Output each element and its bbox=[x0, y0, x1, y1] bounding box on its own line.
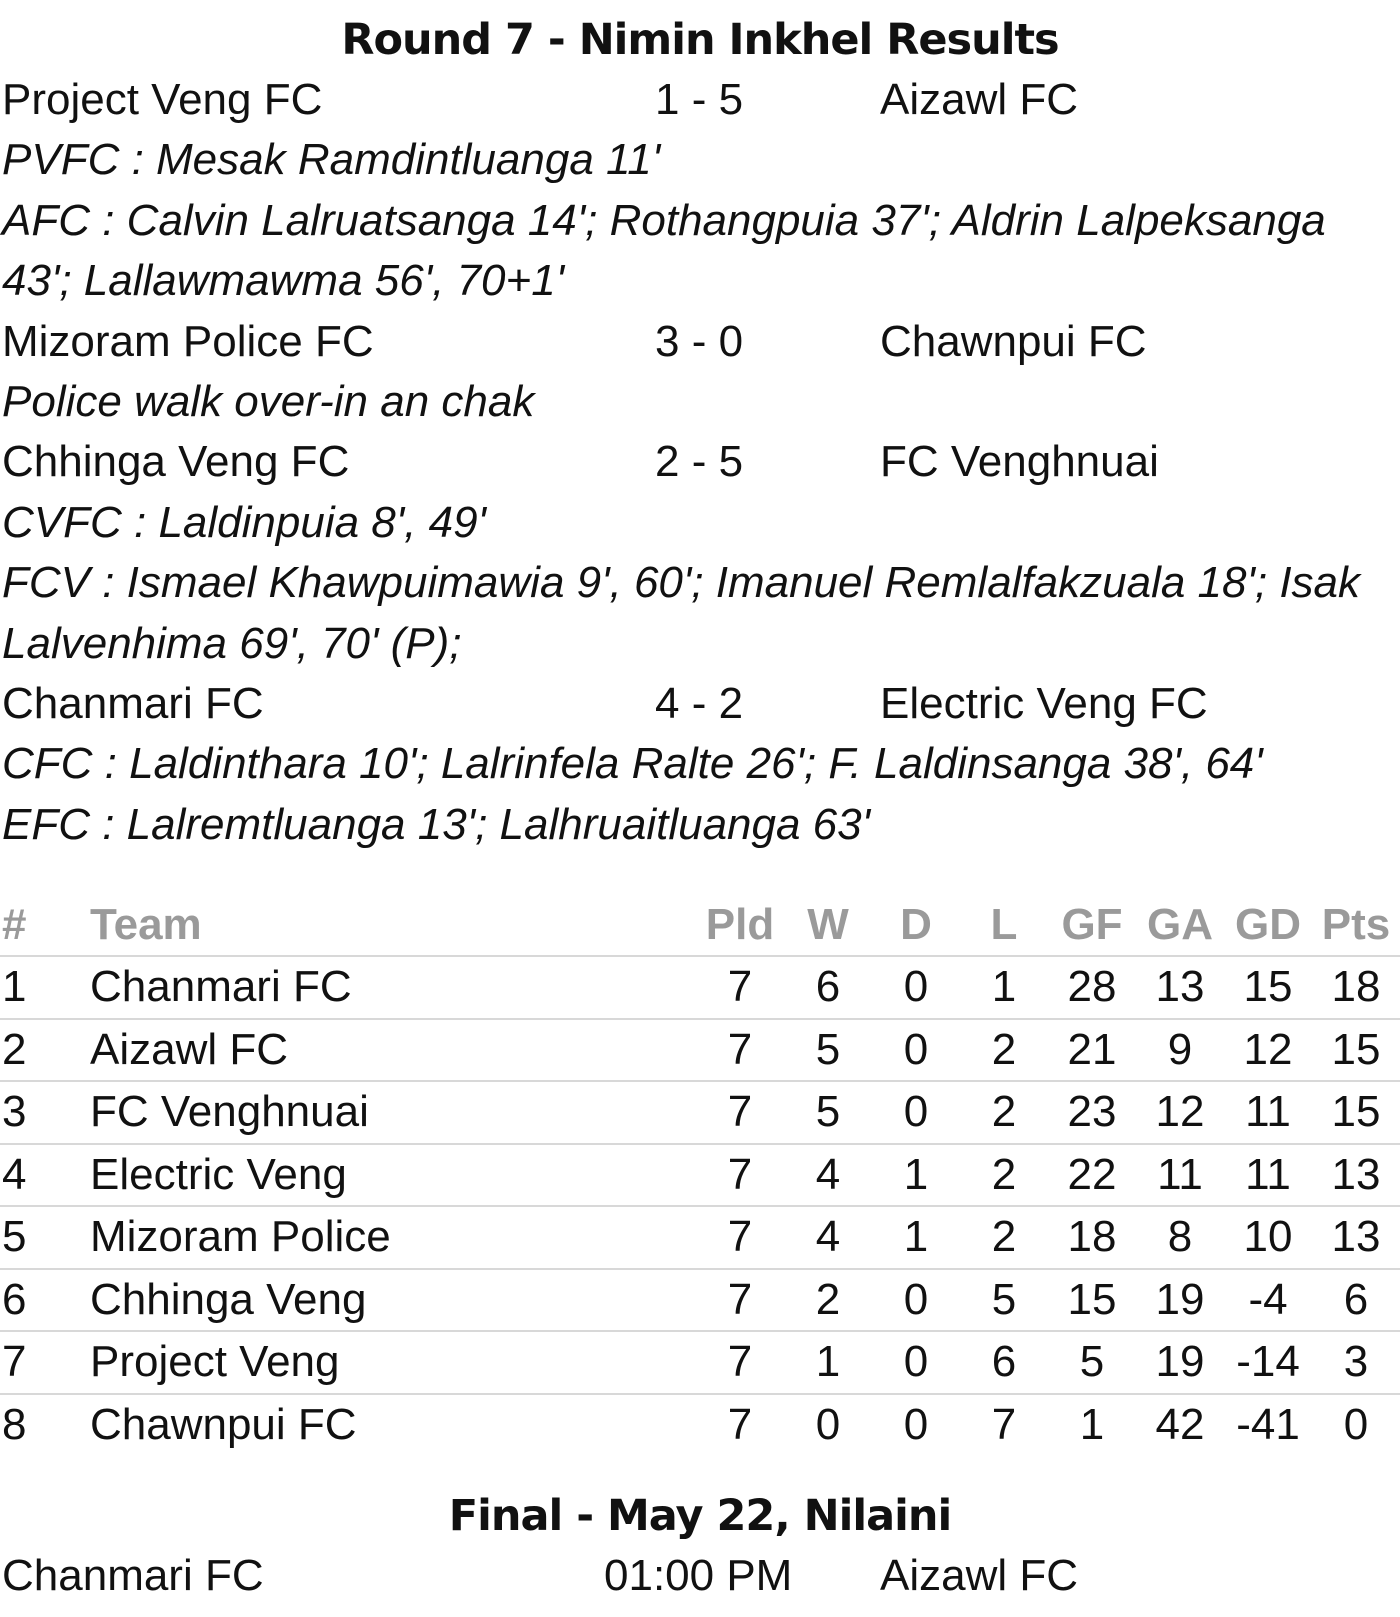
cell-rank: 5 bbox=[0, 1206, 90, 1269]
scorers-note: FCV : Ismael Khawpuimawia 9', 60'; Imanuel Remlalfakzuala 18'; Isak Lalvenhima 69', 70' (P); bbox=[2, 558, 1361, 668]
col-header-played: Pld bbox=[696, 895, 784, 956]
home-team: Chanmari FC bbox=[2, 1551, 264, 1600]
col-header-rank: # bbox=[0, 895, 90, 956]
cell-points: 15 bbox=[1312, 1019, 1400, 1082]
home-team: Chhinga Veng FC bbox=[2, 437, 350, 487]
cell-rank: 2 bbox=[0, 1019, 90, 1082]
away-team: FC Venghnuai bbox=[880, 437, 1159, 487]
table-row bbox=[0, 1394, 1400, 1456]
cell-won: 0 bbox=[815, 1399, 841, 1449]
cell-drawn: 1 bbox=[872, 1144, 960, 1207]
cell-played: 7 bbox=[696, 1269, 784, 1332]
cell-lost: 2 bbox=[960, 1081, 1048, 1144]
cell-won: 1 bbox=[784, 1331, 872, 1394]
cell-played: 7 bbox=[696, 1331, 784, 1394]
cell-goals-for: 18 bbox=[1048, 1206, 1136, 1269]
cell-goals-against: 13 bbox=[1136, 956, 1224, 1019]
cell-goal-difference: -14 bbox=[1224, 1331, 1312, 1394]
cell-played: 7 bbox=[696, 1206, 784, 1269]
away-team: Aizawl FC bbox=[880, 75, 1079, 124]
home-team: Chanmari FC bbox=[2, 679, 264, 729]
cell-points: 6 bbox=[1312, 1269, 1400, 1332]
cell-points: 15 bbox=[1312, 1081, 1400, 1144]
scorers-note: EFC : Lalremtluanga 13'; Lalhruaitluanga 63' bbox=[2, 799, 871, 849]
cell-drawn: 0 bbox=[872, 1081, 960, 1144]
away-team: Aizawl FC bbox=[880, 1551, 1079, 1600]
cell-lost: 7 bbox=[991, 1399, 1017, 1449]
cell-team-name: Electric Veng bbox=[90, 1144, 696, 1207]
cell-drawn: 0 bbox=[872, 956, 960, 1019]
col-header-lost: L bbox=[960, 895, 1048, 956]
cell-team-name: Chawnpui FC bbox=[90, 1399, 357, 1449]
cell-goals-for: 15 bbox=[1048, 1269, 1136, 1332]
standings-header-row bbox=[0, 895, 1400, 956]
cell-won: 4 bbox=[784, 1144, 872, 1207]
match-results bbox=[0, 70, 1400, 855]
table-row bbox=[0, 1331, 1400, 1394]
cell-goal-difference: 15 bbox=[1224, 956, 1312, 1019]
cell-goal-difference: 10 bbox=[1224, 1206, 1312, 1269]
cell-team-name: FC Venghnuai bbox=[90, 1081, 696, 1144]
cell-played: 7 bbox=[696, 956, 784, 1019]
cell-goals-for: 5 bbox=[1048, 1331, 1136, 1394]
col-header-goals-for: GF bbox=[1048, 895, 1136, 956]
home-team: Mizoram Police FC bbox=[2, 316, 374, 366]
scorers-note: CFC : Laldinthara 10'; Lalrinfela Ralte 26'; F. Laldinsanga 38', 64' bbox=[2, 739, 1263, 789]
cell-rank: 1 bbox=[0, 956, 90, 1019]
cell-team-name: Chhinga Veng bbox=[90, 1269, 696, 1332]
cell-goal-difference: 11 bbox=[1224, 1144, 1312, 1207]
table-row bbox=[0, 1269, 1400, 1332]
cell-played: 7 bbox=[696, 1081, 784, 1144]
col-header-won: W bbox=[784, 895, 872, 956]
cell-won: 5 bbox=[784, 1081, 872, 1144]
cell-played: 7 bbox=[696, 1144, 784, 1207]
cell-goals-for: 1 bbox=[1079, 1399, 1105, 1449]
cell-points: 0 bbox=[1343, 1399, 1369, 1449]
cell-rank: 7 bbox=[0, 1331, 90, 1394]
cell-goal-difference: 12 bbox=[1224, 1019, 1312, 1082]
table-row bbox=[0, 1019, 1400, 1082]
match-score: 2 - 5 bbox=[655, 437, 744, 487]
cell-goal-difference: -4 bbox=[1224, 1269, 1312, 1332]
final-match-row bbox=[0, 1546, 1400, 1606]
cell-goals-against: 8 bbox=[1136, 1206, 1224, 1269]
cell-lost: 2 bbox=[960, 1206, 1048, 1269]
cell-goals-against: 19 bbox=[1136, 1269, 1224, 1332]
cell-lost: 6 bbox=[960, 1331, 1048, 1394]
cell-goal-difference: 11 bbox=[1224, 1081, 1312, 1144]
table-row bbox=[0, 1206, 1400, 1269]
scorers-note: AFC : Calvin Lalruatsanga 14'; Rothangpuia 37'; Aldrin Lalpeksanga 43'; Lallawmawma 56', 70+1' bbox=[2, 195, 1326, 306]
cell-goals-for: 23 bbox=[1048, 1081, 1136, 1144]
scorers-note: PVFC : Mesak Ramdintluanga 11' bbox=[2, 135, 661, 185]
cell-rank: 6 bbox=[0, 1269, 90, 1332]
col-header-goals-against: GA bbox=[1136, 895, 1224, 956]
col-header-points: Pts bbox=[1312, 895, 1400, 956]
cell-points: 3 bbox=[1312, 1331, 1400, 1394]
cell-team-name: Project Veng bbox=[90, 1331, 696, 1394]
cell-played: 7 bbox=[727, 1399, 753, 1449]
col-header-drawn: D bbox=[872, 895, 960, 956]
standings-table bbox=[0, 895, 1400, 1455]
cell-goals-for: 22 bbox=[1048, 1144, 1136, 1207]
cell-lost: 2 bbox=[960, 1144, 1048, 1207]
kickoff-time: 01:00 PM bbox=[604, 1551, 793, 1600]
cell-won: 4 bbox=[784, 1206, 872, 1269]
cell-goals-against: 42 bbox=[1155, 1399, 1205, 1449]
cell-goals-against: 19 bbox=[1136, 1331, 1224, 1394]
table-row bbox=[0, 956, 1400, 1019]
cell-goals-for: 28 bbox=[1048, 956, 1136, 1019]
home-team: Project Veng FC bbox=[2, 75, 323, 124]
cell-rank: 3 bbox=[0, 1081, 90, 1144]
final-title: Final - May 22, Nilaini bbox=[448, 1491, 952, 1541]
cell-team-name: Aizawl FC bbox=[90, 1019, 696, 1082]
match-row bbox=[0, 432, 1400, 492]
cell-team-name: Mizoram Police bbox=[90, 1206, 696, 1269]
cell-points: 18 bbox=[1312, 956, 1400, 1019]
cell-goals-against: 11 bbox=[1136, 1144, 1224, 1207]
table-row bbox=[0, 1144, 1400, 1207]
table-row bbox=[0, 1081, 1400, 1144]
cell-goals-against: 12 bbox=[1136, 1081, 1224, 1144]
scorers-note: CVFC : Laldinpuia 8', 49' bbox=[2, 497, 486, 547]
cell-won: 6 bbox=[784, 956, 872, 1019]
col-header-goal-difference: GD bbox=[1224, 895, 1312, 956]
cell-lost: 2 bbox=[960, 1019, 1048, 1082]
cell-lost: 1 bbox=[960, 956, 1048, 1019]
cell-won: 2 bbox=[784, 1269, 872, 1332]
col-header-team: Team bbox=[90, 895, 696, 956]
final-section bbox=[0, 1486, 1400, 1606]
cell-goals-against: 9 bbox=[1136, 1019, 1224, 1082]
match-score: 1 - 5 bbox=[655, 75, 744, 124]
cell-drawn: 0 bbox=[872, 1331, 960, 1394]
cell-drawn: 0 bbox=[872, 1269, 960, 1332]
cell-team-name: Chanmari FC bbox=[90, 956, 696, 1019]
round-title: Round 7 - Nimin Inkhel Results bbox=[341, 15, 1059, 65]
match-note: Police walk over-in an chak bbox=[2, 377, 535, 426]
standings-body bbox=[0, 956, 1400, 1455]
cell-drawn: 0 bbox=[903, 1399, 929, 1449]
match-row bbox=[0, 312, 1400, 372]
cell-drawn: 0 bbox=[872, 1019, 960, 1082]
cell-won: 5 bbox=[784, 1019, 872, 1082]
match-row bbox=[0, 70, 1400, 130]
cell-rank: 8 bbox=[2, 1399, 27, 1449]
away-team: Electric Veng FC bbox=[880, 679, 1208, 729]
cell-rank: 4 bbox=[0, 1144, 90, 1207]
cell-goals-for: 21 bbox=[1048, 1019, 1136, 1082]
cell-goal-difference: -41 bbox=[1236, 1399, 1300, 1449]
cell-drawn: 1 bbox=[872, 1206, 960, 1269]
cell-points: 13 bbox=[1312, 1144, 1400, 1207]
match-score: 3 - 0 bbox=[655, 316, 744, 366]
cell-played: 7 bbox=[696, 1019, 784, 1082]
cell-lost: 5 bbox=[960, 1269, 1048, 1332]
away-team: Chawnpui FC bbox=[880, 316, 1147, 366]
cell-points: 13 bbox=[1312, 1206, 1400, 1269]
match-row bbox=[0, 674, 1400, 734]
match-score: 4 - 2 bbox=[655, 679, 744, 729]
